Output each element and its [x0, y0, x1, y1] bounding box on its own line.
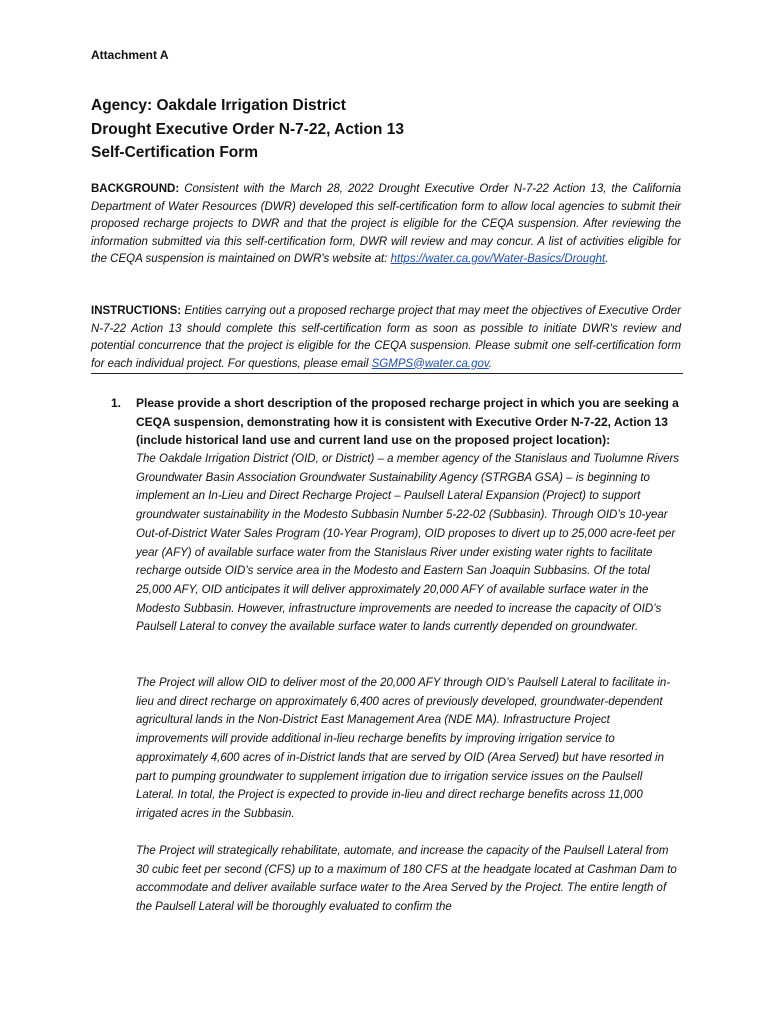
question-number: 1.: [111, 396, 122, 410]
drought-link[interactable]: https://water.ca.gov/Water-Basics/Drought: [390, 253, 606, 265]
attachment-label: Attachment A: [91, 48, 169, 62]
background-paragraph: [91, 181, 681, 269]
form-title: Self-Certification Form: [91, 144, 259, 161]
background-text: Consistent with the March 28, 2022 Drought Executive Order N-7-22 Action 13, the California Department of Water Resources (DWR) developed this self-certification form to allow local agencies to submit their proposed recharge projects to DWR and that the project is eligible for the CEQA suspension. After reviewing the information submitted via this self-certification form, DWR will review and may concur. A list of activities eligible for the CEQA suspension is maintained on DWR's website at:: [91, 183, 681, 265]
agency-title: Agency: Oakdale Irrigation District: [91, 97, 346, 114]
background-label: BACKGROUND:: [91, 183, 180, 195]
order-title: Drought Executive Order N-7-22, Action 13: [91, 120, 404, 138]
section-divider: [91, 373, 683, 374]
instructions-end: .: [488, 357, 492, 370]
answer-paragraph-1: The Oakdale Irrigation District (OID, or District) – a member agency of the Stanislaus and Tuolumne Rivers Groundwater Basin Association Groundwater Sustainability Agency (STRGBA GSA) – is beginning to implement an In-Lieu and Direct Recharge Project – Paulsell Lateral Expansion (Project) to support groundwater sustainability in the Modesto Subbasin Number 5-22-02 (Subbasin). Through OID’s 10-year Out-of-District Water Sales Program (10-Year Program), OID proposes to divert up to 25,000 acre-feet per year (AFY) of available surface water from the Stanislaus River under existing water rights to facilitate recharge outside OID’s service area in the Modesto and Eastern San Joaquin Subbasins. Of the total 25,000 AFY, OID anticipates it will deliver approximately 20,000 AFY of available surface water in the Modesto Subbasin. However, infrastructure improvements are needed to increase the capacity of OID’s Paulsell Lateral to convey the available surface water to lands currently depended on groundwater.: [136, 453, 680, 634]
instructions-paragraph: [91, 303, 681, 373]
answer-paragraph-2: The Project will allow OID to deliver most of the 20,000 AFY through OID’s Paulsell Lateral to facilitate in-lieu and direct recharge on approximately 6,400 acres of previously developed, groundwater-dependent agricultural lands in the Non-District East Management Area (NDE MA). Infrastructure Project improvements will provide additional in-lieu recharge benefits by improving irrigation service to approximately 4,600 acres of in-District lands that are served by OID (Area Served) but have resorted in part to pumping groundwater to supplement irrigation due to irrigation service issues on the Paulsell Lateral. In total, the Project is expected to provide in-lieu and direct recharge benefits across 11,000 irrigated acres in the Subbasin.: [136, 677, 671, 820]
email-link[interactable]: SGMPS@water.ca.gov: [371, 357, 489, 370]
question-text: Please provide a short description of the proposed recharge project in which you are seeking a CEQA suspension, demonstrating how it is consistent with Executive Order N-7-22, Action 13 (include historical land use and current land use on the proposed project location):: [136, 396, 679, 448]
answer-paragraph-3: The Project will strategically rehabilitate, automate, and increase the capacity of the Paulsell Lateral from 30 cubic feet per second (CFS) up to a maximum of 180 CFS at the headgate located at Cashman Dam to accommodate and deliver available surface water to the Area Served by the Project. The entire length of the Paulsell Lateral will be thoroughly evaluated to confirm the: [136, 845, 677, 914]
background-end: .: [605, 253, 609, 265]
form-title-block: [91, 94, 691, 165]
instructions-label: INSTRUCTIONS:: [91, 305, 182, 317]
instructions-text: Entities carrying out a proposed recharge project that may meet the objectives of Executive Order N-7-22 Action 13 should complete this self-certification form as soon as possible to initiate DWR's review and potential concurrence that the project is eligible for the CEQA suspension. Please submit one self-certification form for each individual project. For questions, please email: [91, 305, 681, 370]
